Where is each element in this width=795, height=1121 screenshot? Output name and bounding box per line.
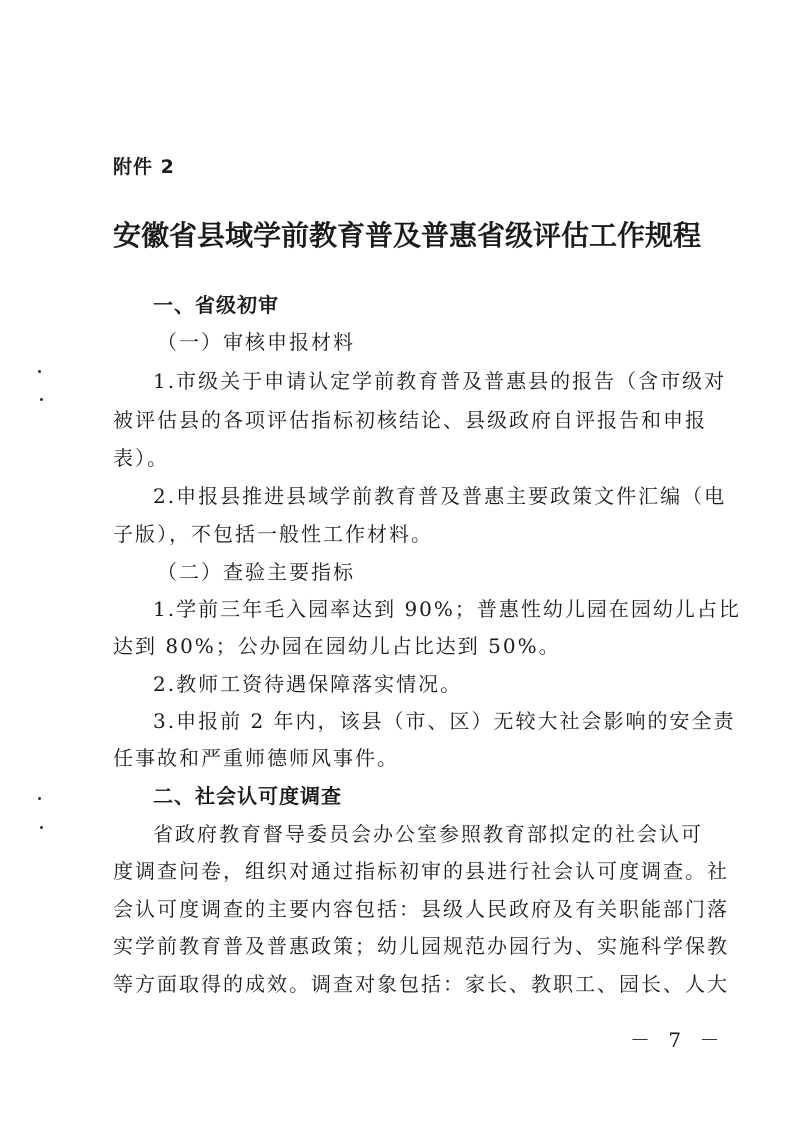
paragraph-line: 3.申报前 2 年内，该县（市、区）无较大社会影响的安全责 [153,709,736,733]
paragraph-line: 实学前教育普及普惠政策；幼儿园规范办园行为、实施科学保教 [113,934,729,958]
scan-speck [40,398,43,401]
attachment-label: 附件 2 [113,156,175,178]
subsection-heading-2: （二）查验主要指标 [157,560,355,584]
section-heading-1: 一、省级初审 [153,293,279,317]
paragraph-line: 任事故和严重师德师风事件。 [113,746,399,770]
paragraph-line: 子版），不包括一般性工作材料。 [113,522,433,546]
paragraph-line: 会认可度调查的主要内容包括：县级人民政府及有关职能部门落 [113,897,729,921]
paragraph-line: 1.市级关于申请认定学前教育普及普惠县的报告（含市级对 [153,369,727,393]
paragraph-line: 被评估县的各项评估指标初核结论、县级政府自评报告和申报 [113,408,707,432]
section-heading-2: 二、社会认可度调查 [153,784,342,808]
paragraph-line: 2.教师工资待遇保障落实情况。 [153,672,463,696]
scan-speck [40,826,43,829]
paragraph-line: 等方面取得的成效。调查对象包括：家长、教职工、园长、人大 [113,972,729,996]
subsection-heading-1: （一）审核申报材料 [157,330,355,354]
paragraph-line: 表）。 [113,446,169,470]
page-number: － 7 － [630,1028,726,1052]
paragraph-line: 达到 80%；公办园在园幼儿占比达到 50%。 [113,634,561,658]
paragraph-line: 省政府教育督导委员会办公室参照教育部拟定的社会认可 [153,822,703,846]
paragraph-line: 1.学前三年毛入园率达到 90%；普惠性幼儿园在园幼儿占比 [153,597,741,621]
paragraph-line: 2.申报县推进县域学前教育普及普惠主要政策文件汇编（电 [153,484,727,508]
document-title: 安徽省县域学前教育普及普惠省级评估工作规程 [113,219,702,252]
scan-speck [38,370,41,373]
paragraph-line: 度调查问卷，组织对通过指标初审的县进行社会认可度调查。社 [113,859,729,883]
scan-speck [38,797,41,800]
